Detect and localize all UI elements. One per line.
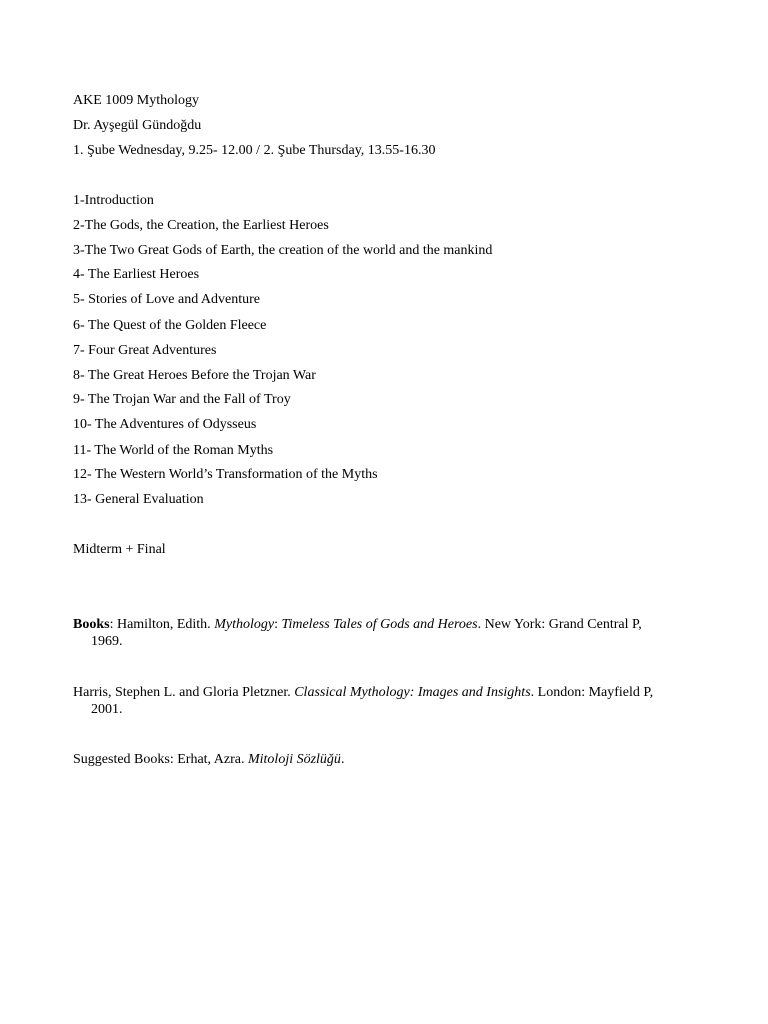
book2-suffix: . London: Mayfield P, [530,685,654,700]
book1-sep: : [274,617,282,632]
book2-title: Classical Mythology: Images and Insights [294,685,531,700]
suggested-prefix: Suggested Books: Erhat, Azra. [73,752,248,767]
book1-suffix: . New York: Grand Central P, [477,617,642,632]
topic-item: 13- General Evaluation [73,492,204,507]
book-reference-2-line-2: 2001. [91,702,123,717]
topic-item: 6- The Quest of the Golden Fleece [73,318,267,333]
topic-item: 4- The Earliest Heroes [73,267,200,282]
book1-prefix: : Hamilton, Edith. [109,617,215,632]
topic-item: 8- The Great Heroes Before the Trojan War [73,368,316,383]
topic-item: 10- The Adventures of Odysseus [73,417,257,432]
book-reference-1-line-1 [73,616,642,634]
topic-item: 11- The World of the Roman Myths [73,443,274,458]
suggested-suffix: . [340,752,345,767]
class-schedule: 1. Şube Wednesday, 9.25- 12.00 / 2. Şube Thursday, 13.55-16.30 [73,143,436,158]
book2-prefix: Harris, Stephen L. and Gloria Pletzner. [73,685,295,700]
book1-title-part2: Timeless Tales of Gods and Heroes [281,617,478,632]
topic-item: 12- The Western World’s Transformation of the Myths [73,467,378,482]
topic-item: 3-The Two Great Gods of Earth, the creation of the world and the mankind [73,243,493,258]
book-reference-1-line-2: 1969. [91,634,123,649]
course-title: AKE 1009 Mythology [73,93,199,108]
topic-item: 2-The Gods, the Creation, the Earliest Heroes [73,218,329,233]
suggested-books [73,751,344,769]
suggested-title: Mitoloji Sözlüğü [247,752,341,767]
topic-item: 9- The Trojan War and the Fall of Troy [73,392,291,407]
instructor-name: Dr. Ayşegül Gündoğdu [73,118,202,133]
topic-item: 7- Four Great Adventures [73,343,217,358]
book-reference-2-line-1 [73,684,653,702]
topic-item: 5- Stories of Love and Adventure [73,292,261,307]
books-label: Books [73,617,110,632]
topic-item: 1-Introduction [73,193,154,208]
assessment-text: Midterm + Final [73,542,166,557]
book1-title-part1: Mythology [214,617,275,632]
